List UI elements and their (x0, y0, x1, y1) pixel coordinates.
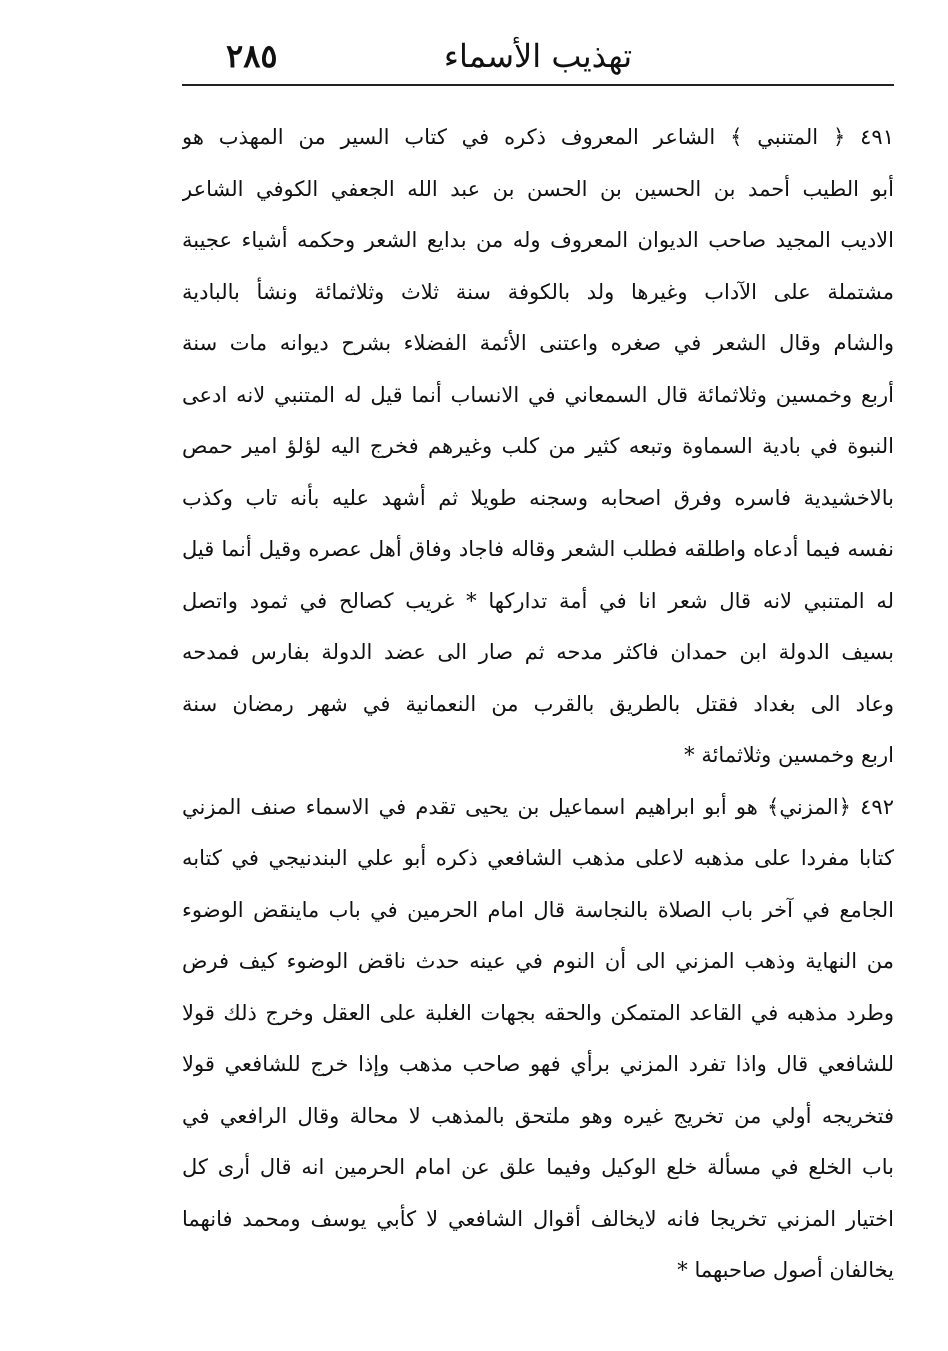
text-line: الاديب المجيد صاحب الديوان المعروف وله من بدايع الشعر وحكمه أشياء عجيبة (182, 228, 894, 252)
text-line: من النهاية وذهب المزني الى أن النوم في عينه حدث ناقض الوضوء كيف فرض (182, 949, 894, 973)
text-line: الجامع في آخر باب الصلاة بالنجاسة قال امام الحرمين في باب ماينقض الوضوء (182, 897, 894, 922)
header-rule (182, 84, 894, 86)
text-line: ٤٩٢ ﴿المزني﴾ هو أبو ابراهيم اسماعيل بن يحيى تقدم في الاسماء صنف المزني (182, 794, 894, 819)
text-line: يخالفان أصول صاحبهما * (677, 1258, 894, 1282)
page-header (182, 32, 894, 88)
text-line: له المتنبي لانه قال شعر انا في أمة تداركها * غريب كصالح في ثمود واتصل (182, 588, 894, 613)
text-line: بسيف الدولة ابن حمدان فاكثر مدحه ثم صار الى عضد الدولة بفارس فمدحه (182, 640, 894, 664)
running-title: تهذيب الأسماء (443, 37, 633, 75)
text-line: النبوة في بادية السماوة وتبعه كثير من كلب وغيرهم فخرج اليه لؤلؤ امير حمص (182, 434, 894, 458)
text-line: أبو الطيب أحمد بن الحسين بن الحسن بن عبد الله الجعفي الكوفي الشاعر (182, 176, 894, 201)
entry-muzani (182, 782, 894, 1297)
text-line: باب الخلع في مسألة خلع الوكيل وفيما علق عن امام الحرمين انه قال أرى كل (182, 1155, 894, 1179)
text-line: كتابا مفردا على مذهبه لاعلى مذهب الشافعي ذكره أبو علي البندنيجي في كتابه (182, 846, 894, 870)
page-number: ٢٨٥ (226, 37, 278, 75)
text-line: أربع وخمسين وثلاثمائة قال السمعاني في الانساب أنما قيل له المتنبي لانه ادعى (182, 382, 894, 407)
text-line: اربع وخمسين وثلاثمائة * (684, 743, 894, 767)
text-line: وعاد الى بغداد فقتل بالطريق بالقرب من النعمانية في شهر رمضان سنة (182, 691, 894, 716)
text-line: مشتملة على الآداب وغيرها ولد بالكوفة سنة ثلاث وثلاثمائة ونشأ بالبادية (182, 279, 894, 304)
body-text (182, 112, 894, 1297)
text-line: فتخريجه أولي من تخريج غيره وهو ملتحق بالمذهب لا محالة وقال الرافعي في (182, 1103, 894, 1128)
text-line: للشافعي قال واذا تفرد المزني برأي فهو صاحب مذهب وإذا خرج للشافعي قولا (182, 1052, 894, 1076)
entry-mutanabbi (182, 112, 894, 782)
text-line: اختيار المزني تخريجا فانه لايخالف أقوال الشافعي لا كأبي يوسف ومحمد فانهما (182, 1206, 894, 1231)
text-line: نفسه فيما أدعاه واطلقه فطلب الشعر وقاله فاجاد وفاق أهل عصره وقيل أنما قيل (182, 537, 894, 561)
text-line: والشام وقال الشعر في صغره واعتنى الأئمة الفضلاء بشرح ديوانه مات سنة (182, 331, 894, 355)
text-line: ٤٩١ ﴿ المتنبي ﴾ الشاعر المعروف ذكره في كتاب السير من المهذب هو (182, 125, 894, 149)
text-line: بالاخشيدية فاسره وفرق اصحابه وسجنه طويلا ثم أشهد عليه بأنه تاب وكذب (182, 485, 894, 510)
text-line: وطرد مذهبه في القاعد المتمكن والحقه بجهات الغلبة على العقل وخرج ذلك قولا (182, 1000, 894, 1025)
